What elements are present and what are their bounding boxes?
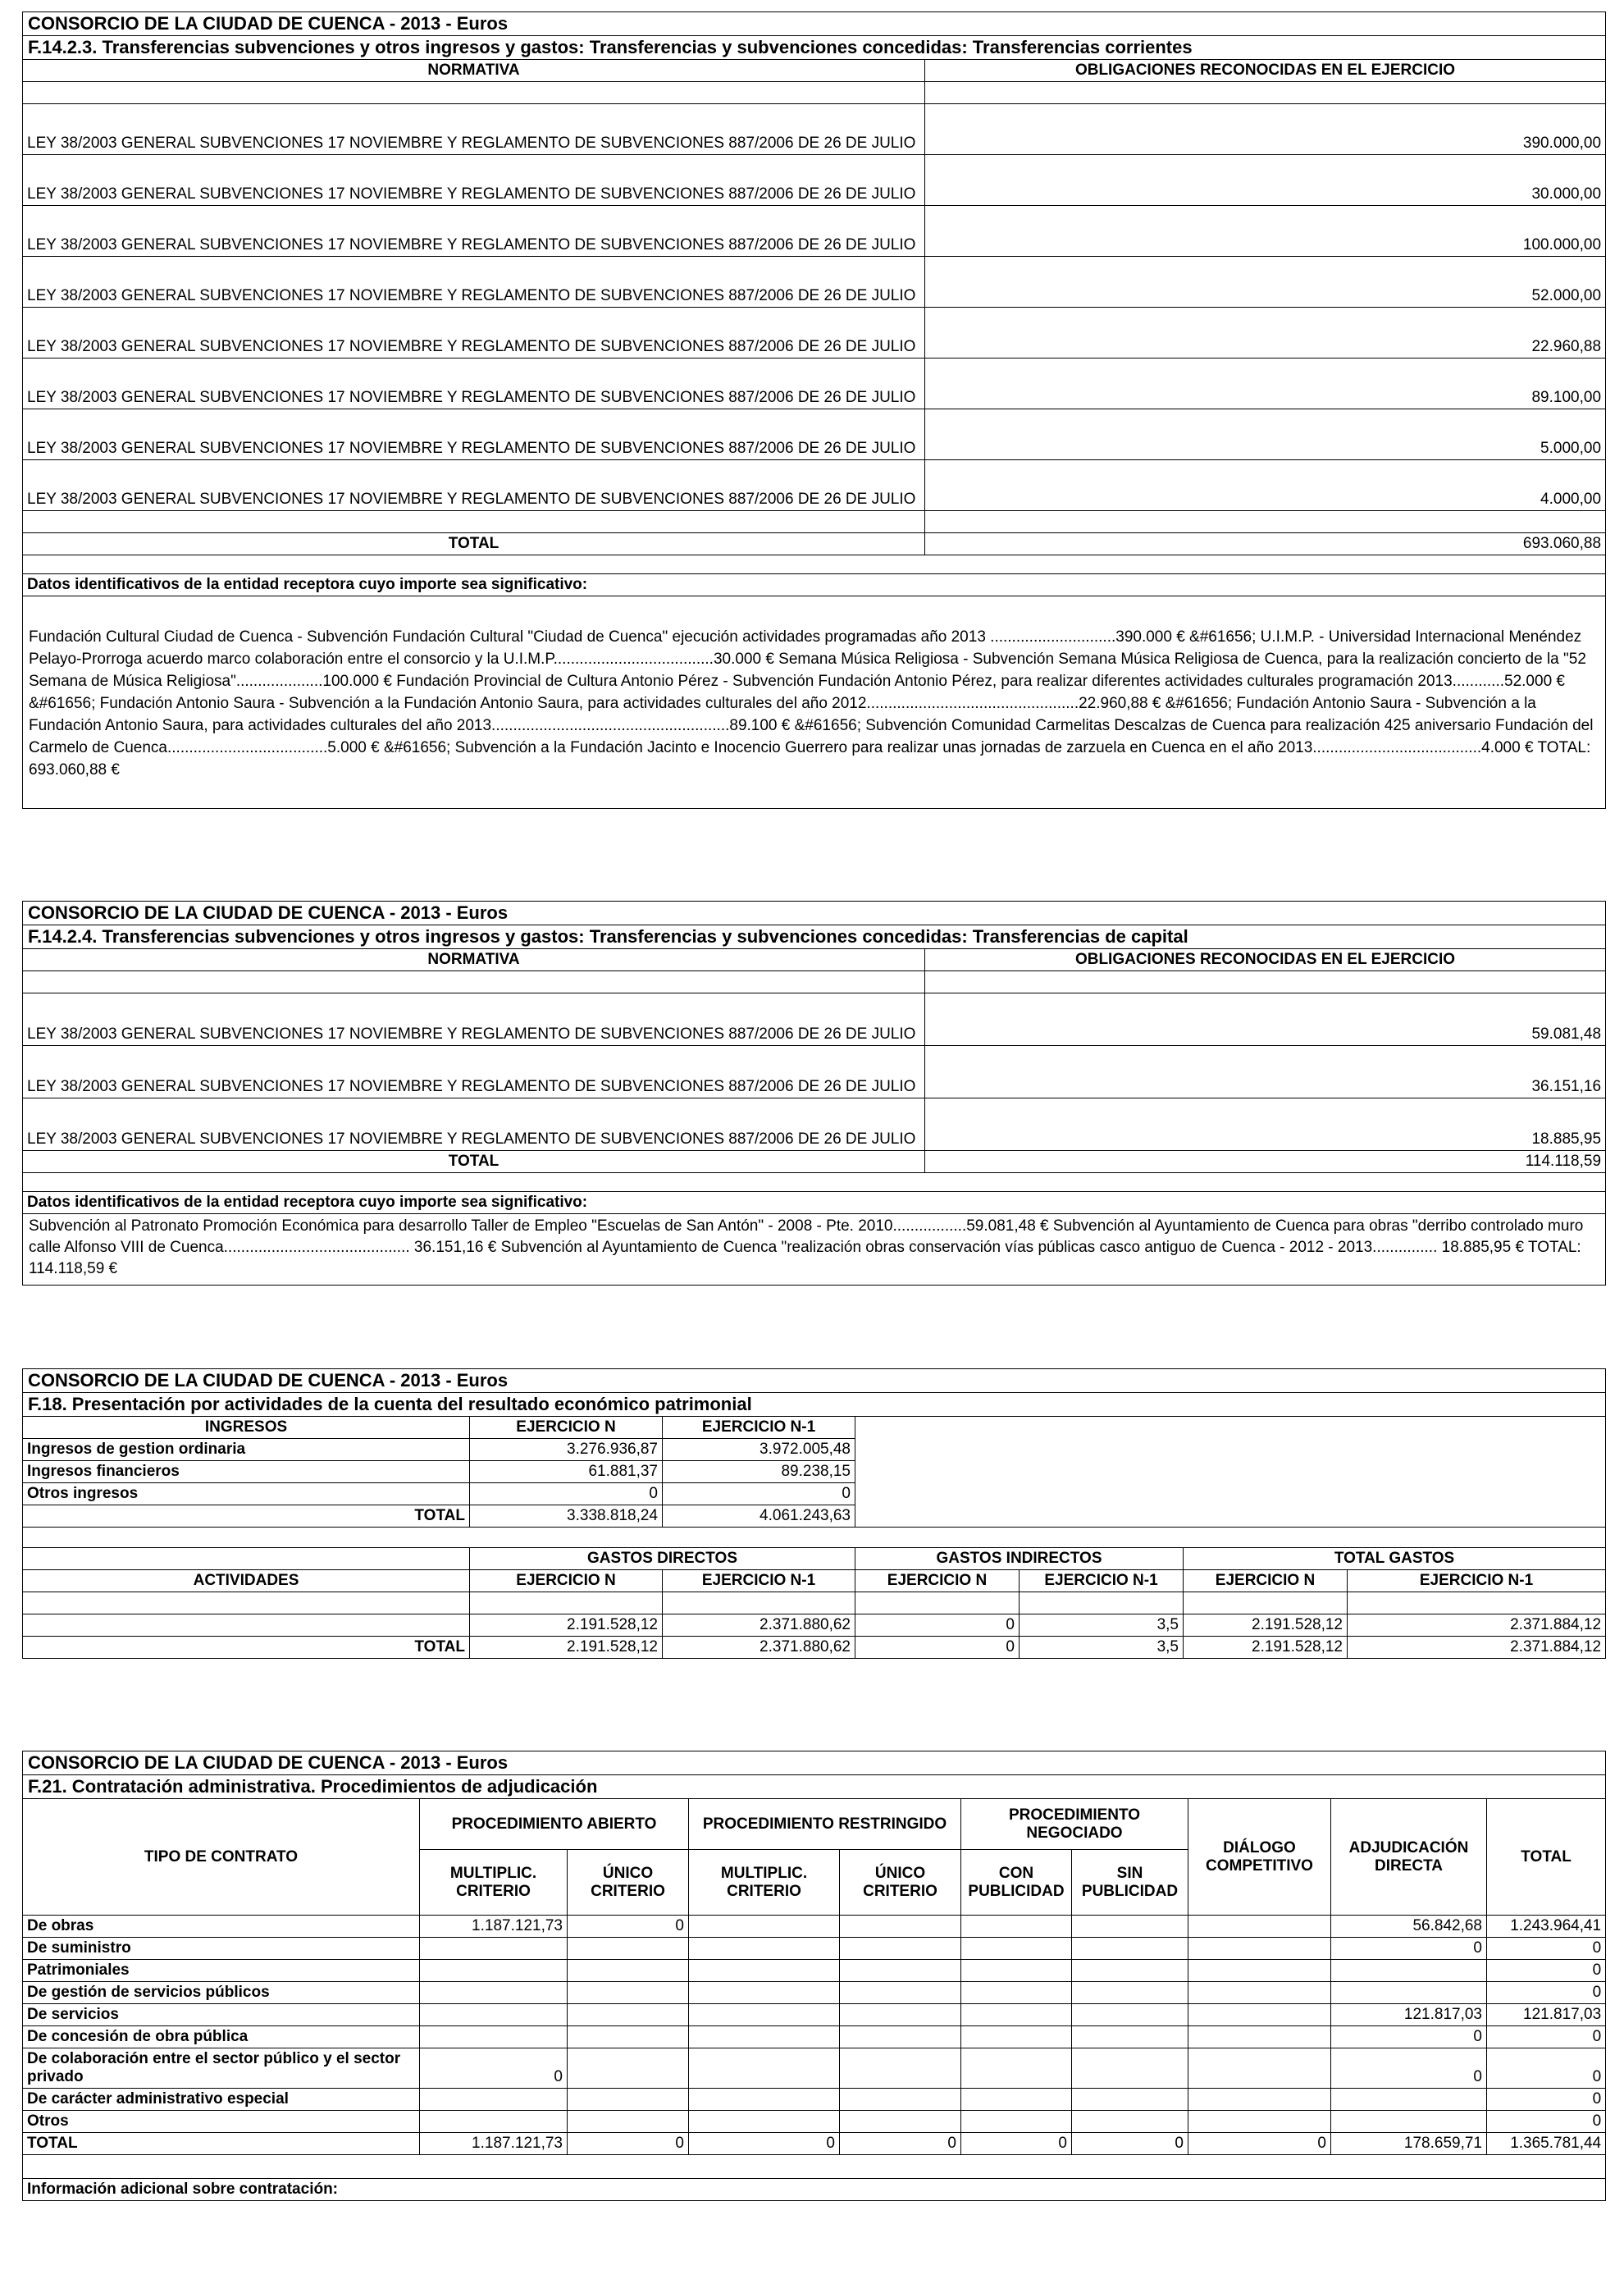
contratacion-table xyxy=(22,1751,1606,2201)
value-cell: 1.187.121,73 xyxy=(420,2133,568,2155)
value-cell xyxy=(420,2089,568,2111)
value-cell xyxy=(961,1960,1072,1982)
col-ejercicio-n: EJERCICIO N xyxy=(470,1417,663,1439)
value-cell xyxy=(1072,2089,1188,2111)
value-cell xyxy=(1072,1960,1188,1982)
value-cell xyxy=(568,2004,689,2026)
col-proc-restringido: PROCEDIMIENTO RESTRINGIDO xyxy=(689,1799,961,1850)
value-cell xyxy=(1072,2048,1188,2089)
tipo-contrato-cell: De concesión de obra pública xyxy=(23,2026,420,2048)
importe-cell: 5.000,00 xyxy=(925,409,1606,460)
report-title: CONSORCIO DE LA CIUDAD DE CUENCA - 2013 - Euros xyxy=(23,902,1606,925)
value-cell xyxy=(689,1938,840,1960)
table-row xyxy=(23,1982,1606,2004)
value-cell xyxy=(840,2048,961,2089)
tipo-contrato-cell: De obras xyxy=(23,1916,420,1938)
value-cell xyxy=(1331,1982,1487,2004)
table-row xyxy=(23,257,1606,308)
table-row xyxy=(23,2089,1606,2111)
value-cell: 0 xyxy=(1487,1938,1606,1960)
gi-n: 0 xyxy=(855,1637,1020,1659)
normativa-cell: LEY 38/2003 GENERAL SUBVENCIONES 17 NOVIEMBRE Y REGLAMENTO DE SUBVENCIONES 887/2006 DE 26 DE JULIO xyxy=(23,1046,925,1098)
gi-n1: 3,5 xyxy=(1020,1614,1184,1637)
normativa-cell: LEY 38/2003 GENERAL SUBVENCIONES 17 NOVIEMBRE Y REGLAMENTO DE SUBVENCIONES 887/2006 DE 26 DE JULIO xyxy=(23,993,925,1046)
ingresos-label: Ingresos de gestion ordinaria xyxy=(23,1439,470,1461)
resultado-economico-table xyxy=(22,1368,1606,1659)
value-cell xyxy=(420,1982,568,2004)
value-cell xyxy=(689,1916,840,1938)
value-cell: 0 xyxy=(840,2133,961,2155)
value-cell: 0 xyxy=(689,2133,840,2155)
datos-label: Datos identificativos de la entidad receptora cuyo importe sea significativo: xyxy=(23,1192,1606,1214)
col-ejercicio-n: EJERCICIO N xyxy=(1184,1570,1348,1592)
col-normativa: NORMATIVA xyxy=(23,60,925,82)
value-cell: 1.187.121,73 xyxy=(420,1916,568,1938)
report-subtitle: F.21. Contratación administrativa. Procedimientos de adjudicación xyxy=(23,1775,1606,1799)
normativa-cell: LEY 38/2003 GENERAL SUBVENCIONES 17 NOVIEMBRE Y REGLAMENTO DE SUBVENCIONES 887/2006 DE 26 DE JULIO xyxy=(23,206,925,257)
value-cell xyxy=(568,1982,689,2004)
col-con-publicidad: CON PUBLICIDAD xyxy=(961,1850,1072,1916)
value-cell xyxy=(1188,1960,1331,1982)
col-obligaciones: OBLIGACIONES RECONOCIDAS EN EL EJERCICIO xyxy=(925,60,1606,82)
value-cell: 0 xyxy=(1331,2048,1487,2089)
table-row xyxy=(23,2133,1606,2155)
total-value: 114.118,59 xyxy=(925,1151,1606,1173)
value-cell xyxy=(840,2111,961,2133)
value-cell xyxy=(1188,2004,1331,2026)
value-cell xyxy=(1188,1938,1331,1960)
table-row xyxy=(23,2004,1606,2026)
value-cell xyxy=(1331,1960,1487,1982)
importe-cell: 52.000,00 xyxy=(925,257,1606,308)
value-cell xyxy=(1188,2026,1331,2048)
report-title: CONSORCIO DE LA CIUDAD DE CUENCA - 2013 - Euros xyxy=(23,12,1606,36)
col-gastos-indirectos: GASTOS INDIRECTOS xyxy=(855,1548,1184,1570)
value-cell: 0 xyxy=(568,1916,689,1938)
table-row-total xyxy=(23,1637,1606,1659)
value-cell xyxy=(1188,2111,1331,2133)
ingresos-n1: 3.972.005,48 xyxy=(663,1439,855,1461)
ingresos-label: Otros ingresos xyxy=(23,1483,470,1505)
value-cell: 0 xyxy=(961,2133,1072,2155)
value-cell: 56.842,68 xyxy=(1331,1916,1487,1938)
normativa-cell: LEY 38/2003 GENERAL SUBVENCIONES 17 NOVIEMBRE Y REGLAMENTO DE SUBVENCIONES 887/2006 DE 26 DE JULIO xyxy=(23,460,925,511)
col-adjudicacion: ADJUDICACIÓN DIRECTA xyxy=(1331,1799,1487,1916)
col-ejercicio-n1: EJERCICIO N-1 xyxy=(663,1417,855,1439)
value-cell xyxy=(568,2048,689,2089)
table-row xyxy=(23,1046,1606,1098)
col-unico: ÚNICO CRITERIO xyxy=(840,1850,961,1916)
table-row xyxy=(23,460,1606,511)
importe-cell: 18.885,95 xyxy=(925,1098,1606,1151)
value-cell xyxy=(1331,2089,1487,2111)
value-cell: 0 xyxy=(1487,2026,1606,2048)
tipo-contrato-cell: De servicios xyxy=(23,2004,420,2026)
value-cell xyxy=(961,2048,1072,2089)
col-ejercicio-n: EJERCICIO N xyxy=(855,1570,1020,1592)
value-cell xyxy=(689,2111,840,2133)
tipo-contrato-cell: TOTAL xyxy=(23,2133,420,2155)
value-cell xyxy=(689,2089,840,2111)
col-multiplic: MULTIPLIC. CRITERIO xyxy=(689,1850,840,1916)
total-label: TOTAL xyxy=(23,533,925,555)
col-gastos-directos: GASTOS DIRECTOS xyxy=(470,1548,855,1570)
tg-n: 2.191.528,12 xyxy=(1184,1637,1348,1659)
info-label: Información adicional sobre contratación: xyxy=(23,2179,1606,2201)
value-cell xyxy=(1188,1982,1331,2004)
value-cell: 178.659,71 xyxy=(1331,2133,1487,2155)
table-row xyxy=(23,1614,1606,1637)
ingresos-n: 61.881,37 xyxy=(470,1461,663,1483)
value-cell xyxy=(420,2004,568,2026)
value-cell xyxy=(1072,2026,1188,2048)
ingresos-total-n: 3.338.818,24 xyxy=(470,1505,663,1528)
importe-cell: 89.100,00 xyxy=(925,358,1606,409)
value-cell: 0 xyxy=(1487,1982,1606,2004)
tipo-contrato-cell: De suministro xyxy=(23,1938,420,1960)
value-cell xyxy=(961,1916,1072,1938)
value-cell xyxy=(1188,1916,1331,1938)
value-cell xyxy=(961,1982,1072,2004)
importe-cell: 36.151,16 xyxy=(925,1046,1606,1098)
value-cell: 121.817,03 xyxy=(1487,2004,1606,2026)
ingresos-n: 3.276.936,87 xyxy=(470,1439,663,1461)
value-cell: 0 xyxy=(1487,2111,1606,2133)
table-row xyxy=(23,358,1606,409)
report-subtitle: F.18. Presentación por actividades de la cuenta del resultado económico patrimonial xyxy=(23,1393,1606,1417)
total-label: TOTAL xyxy=(23,1151,925,1173)
ingresos-n1: 89.238,15 xyxy=(663,1461,855,1483)
col-total: TOTAL xyxy=(1487,1799,1606,1916)
section-resultado-economico xyxy=(22,1368,1605,1659)
gd-n: 2.191.528,12 xyxy=(470,1614,663,1637)
normativa-cell: LEY 38/2003 GENERAL SUBVENCIONES 17 NOVIEMBRE Y REGLAMENTO DE SUBVENCIONES 887/2006 DE 26 DE JULIO xyxy=(23,409,925,460)
gd-n1: 2.371.880,62 xyxy=(663,1614,855,1637)
value-cell xyxy=(689,1982,840,2004)
ingresos-n1: 0 xyxy=(663,1483,855,1505)
table-row xyxy=(23,206,1606,257)
value-cell xyxy=(1072,2111,1188,2133)
col-total-gastos: TOTAL GASTOS xyxy=(1184,1548,1606,1570)
normativa-cell: LEY 38/2003 GENERAL SUBVENCIONES 17 NOVIEMBRE Y REGLAMENTO DE SUBVENCIONES 887/2006 DE 26 DE JULIO xyxy=(23,358,925,409)
normativa-cell: LEY 38/2003 GENERAL SUBVENCIONES 17 NOVIEMBRE Y REGLAMENTO DE SUBVENCIONES 887/2006 DE 26 DE JULIO xyxy=(23,308,925,358)
value-cell: 0 xyxy=(1072,2133,1188,2155)
report-subtitle: F.14.2.3. Transferencias subvenciones y otros ingresos y gastos: Transferencias y subvenciones concedidas: Transferencias corrientes xyxy=(23,36,1606,60)
tg-n1: 2.371.884,12 xyxy=(1348,1637,1606,1659)
value-cell xyxy=(1331,2111,1487,2133)
col-dialogo: DIÁLOGO COMPETITIVO xyxy=(1188,1799,1331,1916)
col-normativa: NORMATIVA xyxy=(23,949,925,971)
ingresos-total-n1: 4.061.243,63 xyxy=(663,1505,855,1528)
datos-text: Subvención al Patronato Promoción Económica para desarrollo Taller de Empleo "Escuelas de San Antón" - 2008 - Pte. 2010.................59.081,48 € Subvención al Ayuntamiento de Cuenca para obras "derribo controlado muro calle Alfonso VIII de Cuenca........................................... 36.151,16 € Subvención al Ayuntamiento de Cuenca "realización obras conservación vías públicas casco antiguo de Cuenca - 2012 - 2013............... 18.885,95 € TOTAL: 114.118,59 € xyxy=(23,1214,1606,1286)
value-cell: 0 xyxy=(1331,1938,1487,1960)
ingresos-label: Ingresos financieros xyxy=(23,1461,470,1483)
value-cell xyxy=(689,2026,840,2048)
importe-cell: 390.000,00 xyxy=(925,104,1606,155)
col-actividades: ACTIVIDADES xyxy=(23,1570,470,1592)
tipo-contrato-cell: Otros xyxy=(23,2111,420,2133)
transferencias-capital-table xyxy=(22,901,1606,1286)
normativa-cell: LEY 38/2003 GENERAL SUBVENCIONES 17 NOVIEMBRE Y REGLAMENTO DE SUBVENCIONES 887/2006 DE 26 DE JULIO xyxy=(23,1098,925,1151)
importe-cell: 22.960,88 xyxy=(925,308,1606,358)
datos-label: Datos identificativos de la entidad receptora cuyo importe sea significativo: xyxy=(23,574,1606,596)
value-cell xyxy=(1072,1938,1188,1960)
section-transferencias-capital xyxy=(22,901,1605,1286)
ingresos-total-label: TOTAL xyxy=(23,1505,470,1528)
value-cell xyxy=(840,2089,961,2111)
value-cell xyxy=(840,2004,961,2026)
section-transferencias-corrientes xyxy=(22,11,1605,809)
tipo-contrato-cell: Patrimoniales xyxy=(23,1960,420,1982)
normativa-cell: LEY 38/2003 GENERAL SUBVENCIONES 17 NOVIEMBRE Y REGLAMENTO DE SUBVENCIONES 887/2006 DE 26 DE JULIO xyxy=(23,155,925,206)
value-cell: 1.365.781,44 xyxy=(1487,2133,1606,2155)
table-row xyxy=(23,1938,1606,1960)
importe-cell: 4.000,00 xyxy=(925,460,1606,511)
value-cell xyxy=(961,2111,1072,2133)
tipo-contrato-cell: De colaboración entre el sector público y el sector privado xyxy=(23,2048,420,2089)
col-multiplic: MULTIPLIC. CRITERIO xyxy=(420,1850,568,1916)
value-cell xyxy=(689,2048,840,2089)
report-title: CONSORCIO DE LA CIUDAD DE CUENCA - 2013 - Euros xyxy=(23,1369,1606,1393)
value-cell xyxy=(689,1960,840,1982)
total-value: 693.060,88 xyxy=(925,533,1606,555)
value-cell xyxy=(1072,2004,1188,2026)
value-cell: 0 xyxy=(1331,2026,1487,2048)
table-row xyxy=(23,2111,1606,2133)
tg-n1: 2.371.884,12 xyxy=(1348,1614,1606,1637)
ingresos-n: 0 xyxy=(470,1483,663,1505)
value-cell xyxy=(568,1938,689,1960)
table-row xyxy=(23,1960,1606,1982)
value-cell: 121.817,03 xyxy=(1331,2004,1487,2026)
col-ejercicio-n1: EJERCICIO N-1 xyxy=(1348,1570,1606,1592)
value-cell xyxy=(568,2026,689,2048)
col-proc-abierto: PROCEDIMIENTO ABIERTO xyxy=(420,1799,689,1850)
col-unico: ÚNICO CRITERIO xyxy=(568,1850,689,1916)
value-cell xyxy=(840,1916,961,1938)
table-row xyxy=(23,155,1606,206)
value-cell: 1.243.964,41 xyxy=(1487,1916,1606,1938)
gi-n1: 3,5 xyxy=(1020,1637,1184,1659)
col-obligaciones: OBLIGACIONES RECONOCIDAS EN EL EJERCICIO xyxy=(925,949,1606,971)
table-row xyxy=(23,1098,1606,1151)
importe-cell: 100.000,00 xyxy=(925,206,1606,257)
normativa-cell: LEY 38/2003 GENERAL SUBVENCIONES 17 NOVIEMBRE Y REGLAMENTO DE SUBVENCIONES 887/2006 DE 26 DE JULIO xyxy=(23,257,925,308)
value-cell xyxy=(420,2026,568,2048)
col-ejercicio-n: EJERCICIO N xyxy=(470,1570,663,1592)
actividad-label xyxy=(23,1614,470,1637)
value-cell xyxy=(840,1938,961,1960)
gd-n: 2.191.528,12 xyxy=(470,1637,663,1659)
value-cell xyxy=(840,2026,961,2048)
value-cell: 0 xyxy=(420,2048,568,2089)
table-row xyxy=(23,104,1606,155)
gastos-total-label: TOTAL xyxy=(23,1637,470,1659)
gi-n: 0 xyxy=(855,1614,1020,1637)
tg-n: 2.191.528,12 xyxy=(1184,1614,1348,1637)
table-row xyxy=(23,409,1606,460)
col-tipo-contrato: TIPO DE CONTRATO xyxy=(23,1799,420,1916)
value-cell: 0 xyxy=(1487,2048,1606,2089)
tipo-contrato-cell: De gestión de servicios públicos xyxy=(23,1982,420,2004)
table-row xyxy=(23,993,1606,1046)
value-cell xyxy=(840,1960,961,1982)
report-title: CONSORCIO DE LA CIUDAD DE CUENCA - 2013 - Euros xyxy=(23,1751,1606,1775)
value-cell: 0 xyxy=(1188,2133,1331,2155)
value-cell xyxy=(568,2089,689,2111)
value-cell xyxy=(961,1938,1072,1960)
value-cell xyxy=(689,2004,840,2026)
col-ejercicio-n1: EJERCICIO N-1 xyxy=(1020,1570,1184,1592)
importe-cell: 30.000,00 xyxy=(925,155,1606,206)
value-cell xyxy=(568,1960,689,1982)
value-cell xyxy=(420,1938,568,1960)
value-cell: 0 xyxy=(568,2133,689,2155)
col-ingresos: INGRESOS xyxy=(23,1417,470,1439)
value-cell xyxy=(568,2111,689,2133)
table-row xyxy=(23,1916,1606,1938)
datos-text: Fundación Cultural Ciudad de Cuenca - Subvención Fundación Cultural "Ciudad de Cuenca" ejecución actividades programadas año 2013 .............................390.000 € &#61656; U.I.M.P. - Universidad Internacional Menéndez Pelayo-Prorroga acuerdo marco colaboración entre el consorcio y la U.I.M.P.....................................30.000 € Semana Música Religiosa - Subvención Semana Música Religiosa de Cuenca, para la realización concierto de la "52 Semana de Música Religiosa"....................100.000 € Fundación Provincial de Cultura Antonio Pérez - Subvención Fundación Antonio Pérez, para realizar diferentes actividades culturales programación 2013............52.000 € &#61656; Fundación Antonio Saura - Subvención a la Fundación Antonio Saura, para actividades culturales del año 2012.................................................22.960,88 € &#61656; Fundación Antonio Saura - Subvención a la Fundación Antonio Saura, para actividades culturales del año 2013.......................................................89.100 € &#61656; Subvención Comunidad Carmelitas Descalzas de Cuenca para realización 425 aniversario Fundación del Carmelo de Cuenca.....................................5.000 € &#61656; Subvención a la Fundación Jacinto e Inocencio Guerrero para realizar unas jornadas de zarzuela en Cuenca en el año 2013.......................................4.000 € TOTAL: 693.060,88 € xyxy=(29,628,1594,779)
table-row xyxy=(23,2048,1606,2089)
tipo-contrato-cell: De carácter administrativo especial xyxy=(23,2089,420,2111)
table-row xyxy=(23,2026,1606,2048)
value-cell xyxy=(1072,1982,1188,2004)
section-contratacion xyxy=(22,1751,1605,2201)
col-ejercicio-n1: EJERCICIO N-1 xyxy=(663,1570,855,1592)
col-sin-publicidad: SIN PUBLICIDAD xyxy=(1072,1850,1188,1916)
value-cell xyxy=(1072,1916,1188,1938)
table-row xyxy=(23,308,1606,358)
value-cell xyxy=(1188,2089,1331,2111)
gd-n1: 2.371.880,62 xyxy=(663,1637,855,1659)
value-cell: 0 xyxy=(1487,1960,1606,1982)
value-cell: 0 xyxy=(1487,2089,1606,2111)
value-cell xyxy=(961,2089,1072,2111)
value-cell xyxy=(420,2111,568,2133)
col-proc-negociado: PROCEDIMIENTO NEGOCIADO xyxy=(961,1799,1188,1850)
value-cell xyxy=(1188,2048,1331,2089)
value-cell xyxy=(420,1960,568,1982)
transferencias-corrientes-table xyxy=(22,11,1606,809)
report-subtitle: F.14.2.4. Transferencias subvenciones y otros ingresos y gastos: Transferencias y subvenciones concedidas: Transferencias de capital xyxy=(23,925,1606,949)
importe-cell: 59.081,48 xyxy=(925,993,1606,1046)
value-cell xyxy=(961,2026,1072,2048)
value-cell xyxy=(961,2004,1072,2026)
value-cell xyxy=(840,1982,961,2004)
normativa-cell: LEY 38/2003 GENERAL SUBVENCIONES 17 NOVIEMBRE Y REGLAMENTO DE SUBVENCIONES 887/2006 DE 26 DE JULIO xyxy=(23,104,925,155)
